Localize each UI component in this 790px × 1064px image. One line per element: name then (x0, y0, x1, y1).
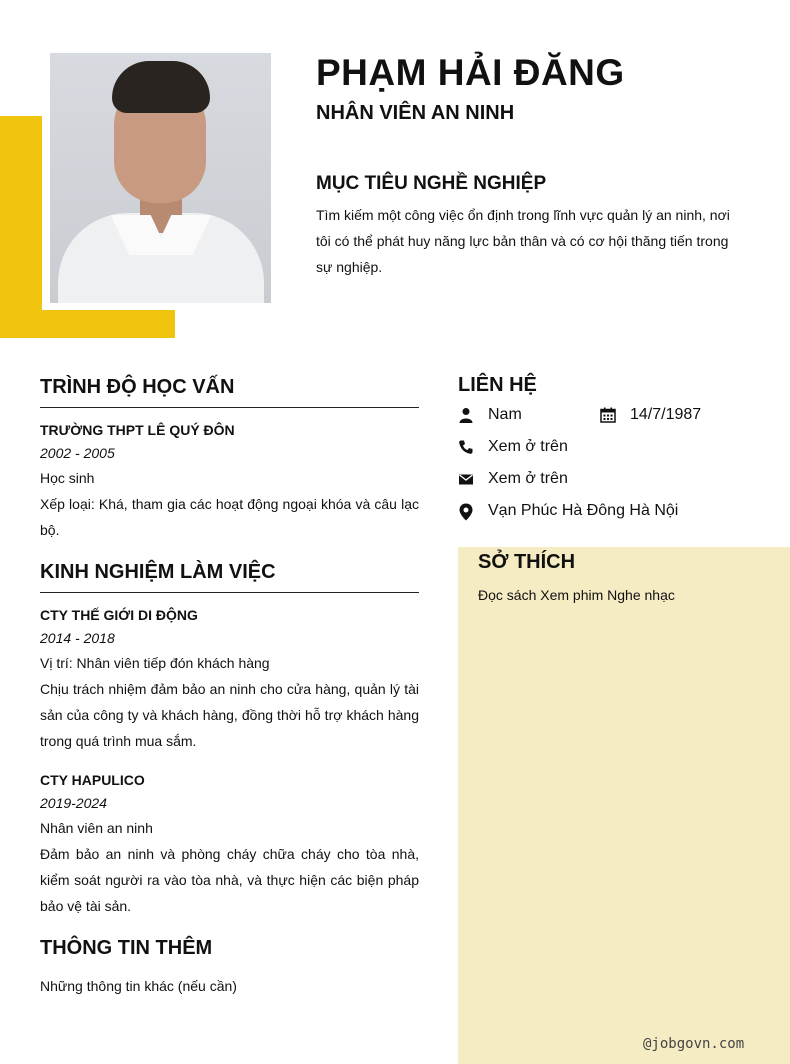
education-detail: Xếp loại: Khá, tham gia các hoạt động ngoại khóa và câu lạc bộ. (40, 496, 419, 538)
contact-phone (458, 438, 568, 456)
gender-value: Nam (488, 406, 522, 423)
contact-heading: LIÊN HỆ (458, 374, 537, 396)
experience-heading: KINH NGHIỆM LÀM VIỆC (40, 561, 276, 583)
education-role: Học sinh (40, 470, 95, 486)
phone-value: Xem ở trên (488, 438, 568, 455)
contact-email (458, 470, 568, 488)
job-description: Chịu trách nhiệm đảm bảo an ninh cho cửa hàng, quản lý tài sản của công ty và khách hàng, đồng thời hỗ trợ khách hàng trong quá trình mua sắm. (40, 681, 419, 749)
school-name: TRƯỜNG THPT LÊ QUÝ ĐÔN (40, 422, 235, 438)
divider (40, 592, 419, 593)
job-period: 2014 - 2018 (40, 630, 115, 646)
contact-birthday (600, 406, 701, 424)
candidate-name: PHẠM HẢI ĐĂNG (316, 52, 625, 93)
hobbies-heading: SỞ THÍCH (478, 551, 576, 573)
additional-heading: THÔNG TIN THÊM (40, 937, 213, 959)
job-period: 2019-2024 (40, 795, 107, 811)
job-company: CTY HAPULICO (40, 772, 145, 788)
education-period: 2002 - 2005 (40, 445, 115, 461)
hobbies-text: Đọc sách Xem phim Nghe nhạc (478, 587, 675, 603)
job-company: CTY THẾ GIỚI DI ĐỘNG (40, 607, 198, 623)
mail-icon (458, 471, 474, 487)
objective-text: Tìm kiếm một công việc ổn định trong lĩnh vực quản lý an ninh, nơi tôi có thể phát huy năng lực bản thân và có cơ hội thăng tiến trong sự nghiệp. (316, 207, 730, 275)
education-section-header (40, 376, 419, 408)
email-value: Xem ở trên (488, 470, 568, 487)
accent-bar-horizontal (0, 310, 175, 338)
hobbies-panel (458, 547, 790, 1064)
contact-gender (458, 406, 522, 424)
birthday-value: 14/7/1987 (630, 406, 702, 423)
address-value: Vạn Phúc Hà Đông Hà Nội (488, 502, 679, 519)
candidate-job-title: NHÂN VIÊN AN NINH (316, 102, 515, 124)
education-heading: TRÌNH ĐỘ HỌC VẤN (40, 376, 235, 398)
phone-icon (458, 439, 474, 455)
contact-address (458, 502, 678, 520)
accent-bar-vertical (0, 116, 42, 338)
watermark: @jobgovn.com (643, 1036, 745, 1052)
job-description: Đảm bảo an ninh và phòng cháy chữa cháy cho tòa nhà, kiểm soát người ra vào tòa nhà, và thực hiện các biện pháp bảo vệ tài sản. (40, 846, 419, 914)
objective-heading: MỤC TIÊU NGHỀ NGHIỆP (316, 173, 547, 194)
calendar-icon (600, 407, 616, 423)
experience-section-header (40, 561, 419, 593)
job-position: Vị trí: Nhân viên tiếp đón khách hàng (40, 655, 270, 671)
profile-photo (50, 53, 271, 303)
additional-section-header (40, 937, 419, 960)
additional-text: Những thông tin khác (nếu cần) (40, 978, 237, 994)
divider (40, 407, 419, 408)
location-pin-icon (458, 503, 474, 519)
person-icon (458, 407, 474, 423)
job-position: Nhân viên an ninh (40, 820, 153, 836)
